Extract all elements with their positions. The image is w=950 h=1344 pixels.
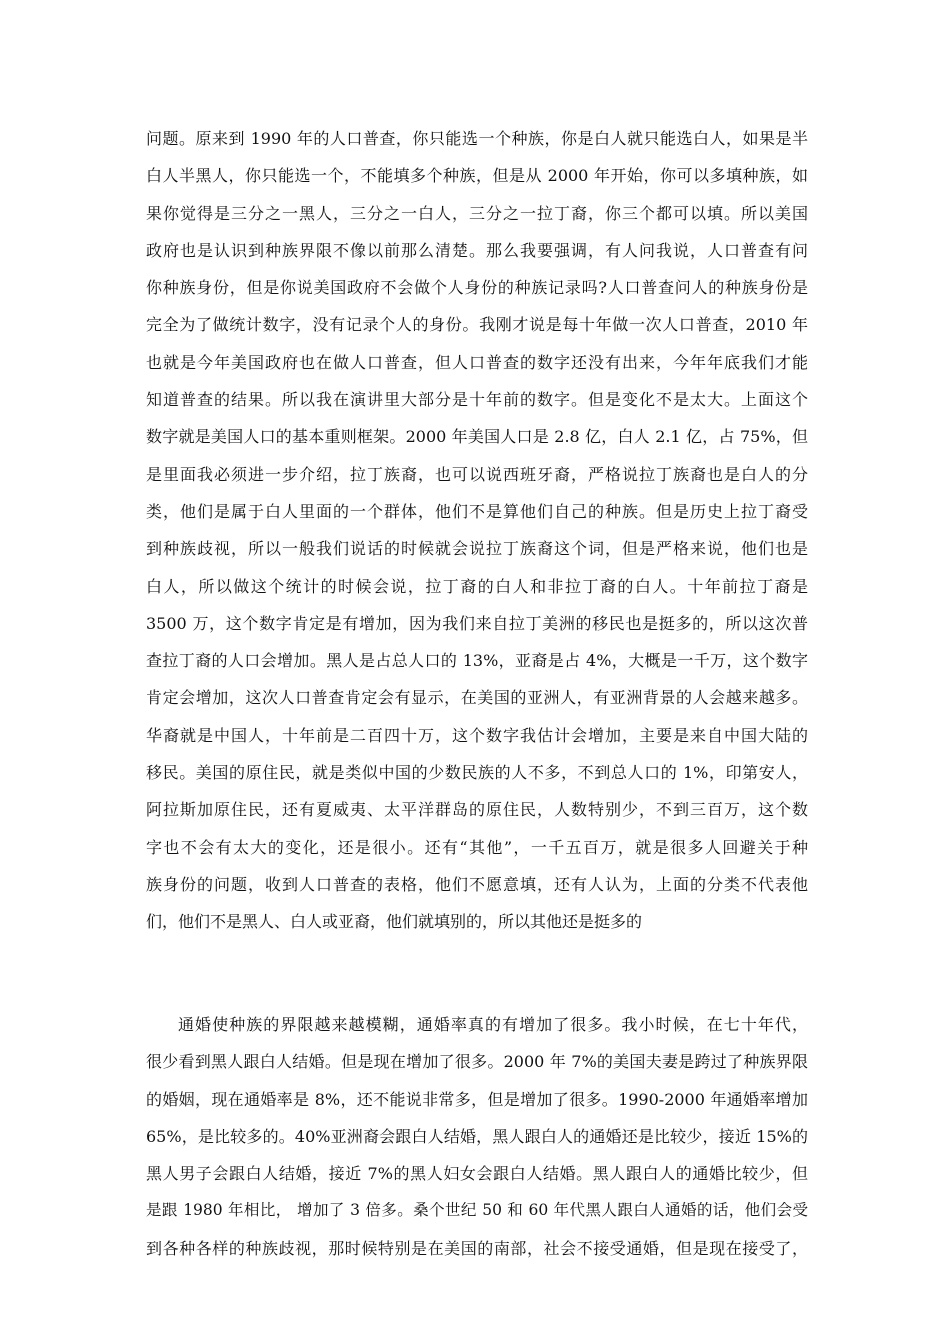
text-line: 65%，是比较多的。40%亚洲裔会跟白人结婚，黑人跟白人的通婚还是比较少，接近 15%的	[146, 1126, 808, 1146]
text-line: 3500 万，这个数字肯定是有增加，因为我们来自拉丁美洲的移民也是挺多的，所以这次普	[146, 613, 808, 633]
text-line: 白人半黑人，你只能选一个，不能填多个种族，但是从 2000 年开始，你可以多填种族，如	[146, 166, 808, 186]
body-paragraph-2	[146, 1006, 808, 1267]
text-line: 到各种各样的种族歧视，那时候特别是在美国的南部，社会不接受通婚，但是现在接受了，	[146, 1238, 808, 1258]
text-line: 们，他们不是黑人、白人或亚裔，他们就填别的，所以其他还是挺多的	[146, 912, 643, 932]
text-line: 移民。美国的原住民，就是类似中国的少数民族的人不多，不到总人口的 1%，印第安人，	[146, 763, 808, 783]
text-line: 黑人男子会跟白人结婚，接近 7%的黑人妇女会跟白人结婚。黑人跟白人的通婚比较少，但	[146, 1164, 808, 1184]
text-line: 是里面我必须进一步介绍，拉丁族裔，也可以说西班牙裔，严格说拉丁族裔也是白人的分	[146, 464, 808, 484]
body-paragraph-1	[146, 120, 808, 941]
text-line: 肯定会增加，这次人口普查肯定会有显示，在美国的亚洲人，有亚洲背景的人会越来越多。	[146, 688, 808, 708]
text-line: 白人，所以做这个统计的时候会说，拉丁裔的白人和非拉丁裔的白人。十年前拉丁裔是	[146, 576, 808, 596]
text-line: 政府也是认识到种族界限不像以前那么清楚。那么我要强调，有人问我说，人口普查有问	[146, 240, 808, 260]
text-line: 知道普查的结果。所以我在演讲里大部分是十年前的数字。但是变化不是太大。上面这个	[146, 390, 808, 410]
text-line: 完全为了做统计数字，没有记录个人的身份。我刚才说是每十年做一次人口普查，2010 年	[146, 315, 808, 335]
text-line: 数字就是美国人口的基本重则框架。2000 年美国人口是 2.8 亿，白人 2.1 亿，占 75%，但	[146, 427, 808, 447]
text-line: 果你觉得是三分之一黑人，三分之一白人，三分之一拉丁裔，你三个都可以填。所以美国	[146, 203, 808, 223]
text-line: 查拉丁裔的人口会增加。黑人是占总人口的 13%，亚裔是占 4%，大概是一千万，这个数字	[146, 651, 808, 671]
text-line: 是跟 1980 年相比， 增加了 3 倍多。桑个世纪 50 和 60 年代黑人跟白人通婚的话，他们会受	[146, 1201, 808, 1220]
text-line: 也就是今年美国政府也在做人口普查，但人口普查的数字还没有出来，今年年底我们才能	[146, 352, 808, 372]
text-line: 你种族身份，但是你说美国政府不会做个人身份的种族记录吗?人口普查问人的种族身份是	[146, 278, 808, 298]
text-line: 通婚使种族的界限越来越模糊，通婚率真的有增加了很多。我小时候，在七十年代，	[178, 1015, 808, 1034]
text-line: 到种族歧视，所以一般我们说话的时候就会说拉丁族裔这个词，但是严格来说，他们也是	[146, 539, 808, 559]
text-line: 华裔就是中国人，十年前是二百四十万，这个数字我估计会增加，主要是来自中国大陆的	[146, 725, 808, 745]
text-line: 族身份的问题，收到人口普查的表格，他们不愿意填，还有人认为，上面的分类不代表他	[146, 874, 808, 894]
text-line: 很少看到黑人跟白人结婚。但是现在增加了很多。2000 年 7%的美国夫妻是跨过了种族界限	[146, 1052, 808, 1072]
text-line: 问题。原来到 1990 年的人口普查，你只能选一个种族，你是白人就只能选白人，如果是半	[146, 129, 808, 148]
text-line: 的婚姻，现在通婚率是 8%，还不能说非常多，但是增加了很多。1990-2000 年通婚率增加	[146, 1089, 808, 1109]
text-line: 阿拉斯加原住民，还有夏威夷、太平洋群岛的原住民，人数特别少，不到三百万，这个数	[146, 800, 808, 820]
text-line: 字也不会有太大的变化，还是很小。还有“其他”，一千五百万，就是很多人回避关于种	[146, 837, 808, 857]
text-line: 类，他们是属于白人里面的一个群体，他们不是算他们自己的种族。但是历史上拉丁裔受	[146, 501, 808, 521]
